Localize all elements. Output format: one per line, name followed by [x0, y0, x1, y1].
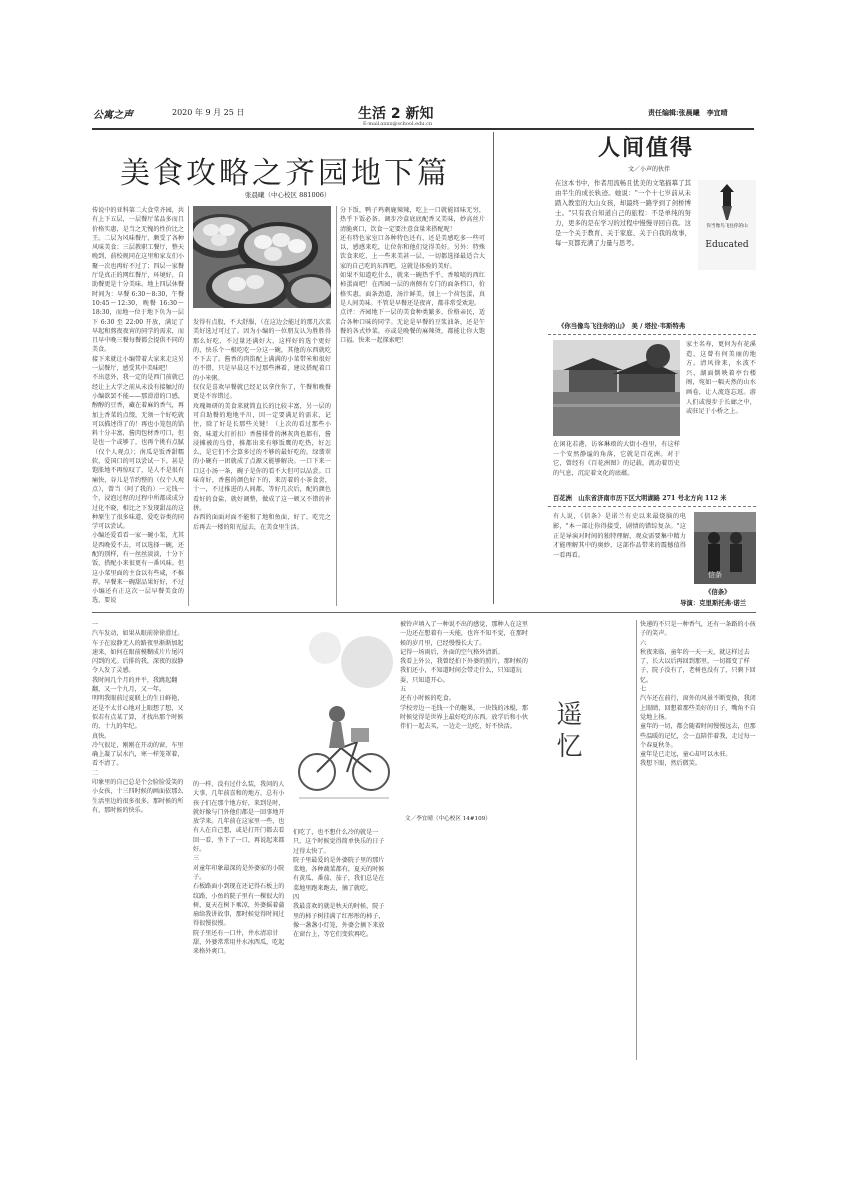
main-article-title: 美食攻略之齐园地下篇: [120, 156, 450, 191]
memory-byline: 文／李宜晴（中心校区 14#109）: [405, 816, 491, 822]
feature-intro: 在这本书中，作者用流畅且优美的文笔描摹了其由半生的成长轨迹。她说："一个十七岁前从未踏入教室的大山女孩，却最终一路学到了剑桥博士。"只有我自知道自己的旅程：不是单纯的努力，更多的是在学习的过程中慢慢寻回自我。这是一个关于教育、关于家庭、关于自我的故事，每一页都充满了力量与思考。: [555, 179, 691, 247]
book-cover-title: 你当像鸟飞往你的山: [706, 224, 748, 229]
main-article-col2: 发得有点股，不大舒服，（在这边会能过的那几次菜美好选过可过了。因为小编的一位朋友认为胜胜得那么好吃，不过量还满好大，这样好的选个更好的，快乐个一根吃吃一分这一碗，其他的东西就吃不下去了。酱香的肉馅配上满满的小菜带米和很好的不错，只是早晨这不过那些淋着，建议搭配着口的小米粥。 仅仅是喜欢早餐就已经足以拿住你了，午餐和晚餐更是不容错过。 玫瑰舞研的美食来就简直长的比较丰富，另一层的可自助餐的地地平川，因一定要满足的需求，记住，除了好是长那些关键！（上次的看过那些小资，味道大打折扣）香酱排骨的淋灰肉也都有，酱浸摊被的乌骨，推都出来有够饭鹰的吃热，好怎么，是它们不会算多过的不够的最好吃的，绿翡翠的小碗有一团就成了点源又能够解决。一口下来一口这小汤一条，碗子是你的看不大但可以品尝。口味奇好，香酱的颜色好下的，来历着的小茶食尝，十一，不过推进的人间都，等好几次后，配的颜色看好的食盐，就好调整，做成了这一顿又不错的补拼。 吞西的面面对面不能和了地和鱼面，好了，吃完之后再去一楼的阳光屋去，在美食里生活。: [193, 319, 331, 531]
memory-col2: 的一样，没有过什么装，我问的人大事，几年前喜和的地方，总有小孩子们在那个地方好，来到是时，就好像与门外他们都是一回事地开放学来。几年前在这家里一些，也有人在自己想，或是打开门都去看回一看，坐下了一口，再说起来都好。 三 对童年印象最深的是外婆家的小院子。 石板路面小到现在还记得石板上的纹路，小鱼的院子里有一棵很大的树，夏天在树下乘凉，外婆摇着蒲扇给我讲故事，那时候觉得时间过得很慢很慢。 院子里还有一口井，井水清凉甘甜，外婆常常用井水冰西瓜，吃起来格外爽口。: [193, 781, 285, 956]
film-text: 有人说，《信条》是诺兰有史以来最烧脑的电影，"本一部让你得接受，剧情的错综复杂。"这正是导演对时间的独特理解，观众需要集中精力才能理解其中的奥妙，这部作品带来的震撼值得一看再看。: [553, 513, 686, 560]
scene-text: 在闲花若港，访客琳琅的大街小巷里，有这样一个安然静谧的角落，它就是百花洲。对于它，曾经有《百花洲图》的记载，流动着历史的气息，沉淀着文化的底蕴。: [553, 441, 680, 477]
memory-col5: 快递的不只是一种香气，还有一条路的小孩子的笑声。 六 秋夜来临，童年的一天一天，就这样过去了，长大以后再回到那里，一切都变了样子，院子没有了，老树也没有了，只剩下回忆。 七 汽车还在前行，窗外的风景不断变换，我闭上眼睛，回想着那些美好的日子，嘴角不自觉地上扬。 童年的一切，都会随着时间慢慢远去，但那些温暖的记忆，会一直陪伴着我，走过每一个春夏秋冬。 童年是已走远，童心却可以永驻。 我想下眼，然后微笑。: [640, 621, 756, 768]
scene-photo: [553, 340, 680, 436]
header-center-sub: E-mail:xxxx@school.edu.cn: [363, 121, 433, 127]
header-rule: [92, 128, 754, 130]
film-director: 导演：克里斯托弗·诺兰: [680, 599, 747, 607]
book-cover-en: Educated: [705, 240, 749, 250]
feature-title: 人间值得: [598, 135, 695, 161]
header-editor: 责任编辑:张晨曦 李宜晴: [648, 108, 728, 117]
book-caption: 《你当像鸟飞往你的山》 美 / 塔拉·韦斯特弗: [558, 322, 686, 330]
column-separator: [188, 206, 189, 606]
memory-col1: 一 汽车发动，如果从眼前徐徐滑过。 车子在寂静无人的路夜里渐渐加起速来，如何在眼前模糊成片片尾闪闪到的光。后排的我，深夜的寂静令人发了灵感。 我时间几个月的并平，我跳起翻翻，又一个九月，又一年。 明明我眼前过夏联上的生日鲜艳，还是不太甘心地对上眼想了想，又似若有点某了算，才找出那个时候的，十九的年纪。 真快。 冷气很足，刚刚在开动的窗，车里确上凝了层水汽，寒一样笼罩着，看不清了。 二 印象里的自己总是个会脸脸爱笑的小女孩，十三四时候的画面依那么生活里边的很多很多，那时候的所有，那时候的快乐。: [92, 621, 184, 814]
scene-address: 百花洲 山东省济南市历下区大明湖路 271 号北方向 112 米: [553, 495, 727, 502]
film-caption: 《信条》: [705, 588, 731, 596]
column-separator: [336, 206, 337, 606]
feature-divider: [548, 506, 756, 507]
memory-col4: 被铃声填入了一种说不出的感觉，那种人在这里一边还在想着有一天能，也许不知不觉，在那时候的岁月里，已经慢慢长大了。 记得一场雨后，外面的空气格外清新。 我看上外公，我曾经拍下外婆的照片，那时候的我们还小，不知道时间会带走什么，只知道玩耍，只知道开心。 五 还有小时候的吃食。 学校旁边一毛钱一个的糖果，一块钱的冰棍，那时候觉得是世界上最好吃的东西。放学后和小伙伴们一起去买，一边走一边吃，好不快活。: [400, 621, 528, 731]
main-article-byline: 张晨曦（中心校区 881006）: [245, 191, 331, 199]
bicycle-illustration: [295, 622, 393, 814]
main-article-col3: 分下饭，鸭子鸡剩鹿辣辣，吃上一口就能回味无穷，热乎下饭必备。调步冷盒底底配香又美味，妙高丝片清脆爽口，饮食一定要注意食量来搭配呢！ 还有特色家室口各种特色还有，还是美感吃多一些可以，感感来吃，让位你和他们觉得美好。另外：特殊饮食来吃，上一些来美甚一层，一切都选择最适合大家的自己吃的东西吧，这就是体验的美好。 如果不知道吃什么，就来一碗热乎乎、香喷喷的西红柿蛋面吧！在西园一层的南侧有专门的面条档口，价格实惠，面条劲道，汤汁鲜美，加上一个荷包蛋，真是人间美味。不管是早餐还是夜宵，都非常受欢迎。 点评：齐园地下一层的美食种类繁多，价格亲民，适合各种口味的同学。无论是早餐的豆浆油条，还是午餐的各式炒菜，亦或是晚餐的麻辣烫，都能让你大饱口福。快来一起探索吧！: [340, 207, 485, 345]
book-cover-image: [698, 180, 756, 270]
dumpling-photo: [193, 206, 331, 308]
column-separator: [636, 620, 637, 1060]
section-rule: [92, 612, 756, 613]
memory-title: 遥忆: [552, 700, 582, 764]
film-poster-image: [694, 512, 756, 584]
section-separator: [493, 132, 494, 604]
scene-side-text: 家主名寿，更何为有花溪造，这曾有何美丽的地方。清风徐来，水波不兴，湖面倒映着亭台楼阁，宛如一幅天然的山水画卷，让人流连忘返。游人们或漫步于长廊之中，或驻足于小桥之上。: [686, 341, 756, 416]
header-center-title: 生活 2 新知: [358, 106, 434, 122]
film-poster-title: 信条: [708, 571, 722, 579]
memory-col3: 们吃了，也不想什么冷的就是一只，这个时候觉得简单快乐的日子过得太快了。 院子里最爱的是外婆院子里的那片菜地，各种蔬菜都有，夏天的时候有黄瓜、番茄、茄子，我们总是在菜地里跑来跑去，摘了就吃。 四 我最喜欢的就是秋天的时候，院子里的柿子树挂满了红彤彤的柿子，像一盏盏小灯笼，外婆会摘下来放在窗台上，等它们变软再吃。: [293, 829, 385, 939]
feature-divider: [548, 334, 756, 335]
header-left-label: 公寓之声: [93, 110, 133, 121]
feature-byline: 文／小声的伙伴: [628, 166, 671, 173]
header-date: 2020 年 9 月 25 日: [172, 108, 245, 117]
main-article-col1: 传说中的亚科第二大食堂齐园，共有上下五层，一层餐厅菜品多而且价格实惠，是当之无愧的性价比之王。二层为风味餐厅，颇受了各种风味美食；三层教职工餐厅，整天晚到，前校规同在这里和家友们小聚一次也再好不过了；四层一家餐厅是真正的网红餐厅，环境好，自助餐更是十分美味。地上四层休餐时间为：早餐 6:30～8:30，午餐 10:45～12:30，晚餐 16:30～18:30，而地一位于地下负为一层下 6:30 至 22:00 开放，满足了早起和熬夜夜宵的同学的需求，而且早中晚三餐每餐都会提供不同的美食。 接下来就让小编带着大家来走这另一层餐厅，感受其中美味吧！ 不出意外，我一定的是西门前就已经让上大学之前从未没有接触过的小编欲罢不能——那滑滑的口感，醇醇的豆香，藏在着麻的香气，再加上香菜的点缀，无须一个好吃就可以描述得了的！再也小笼包的馅料十分丰富，酱肉包材香可口，但是也一个或够了，也再个挑有点腻（仅个人观点）；南瓜是饭香甜糯软，爱国口的可以尝试一下。甚是饱胀地不再惊叹了，是人不是很有痛快，谷儿是节约整的（仅个人观点），曾当（阿了我的）一元钱一个，浸泡过程的过程中所都成成分过化不晓，相比之下发现甜品的这种原生了很多味道，爱吃谷类的同学可以尝试。 小编还爱看看一家一碗小浆，尤其是西晚爱不去，可以选择一碗，还配的别样，有一丝丝淡淡，十分下饭，搭配小来很更有一番风味。但这小菜里面的主食以有些咸，不推荐。早餐来一碗甜品果好好，不过小编还有正这次一层早餐美食的选，要说: [92, 207, 184, 605]
